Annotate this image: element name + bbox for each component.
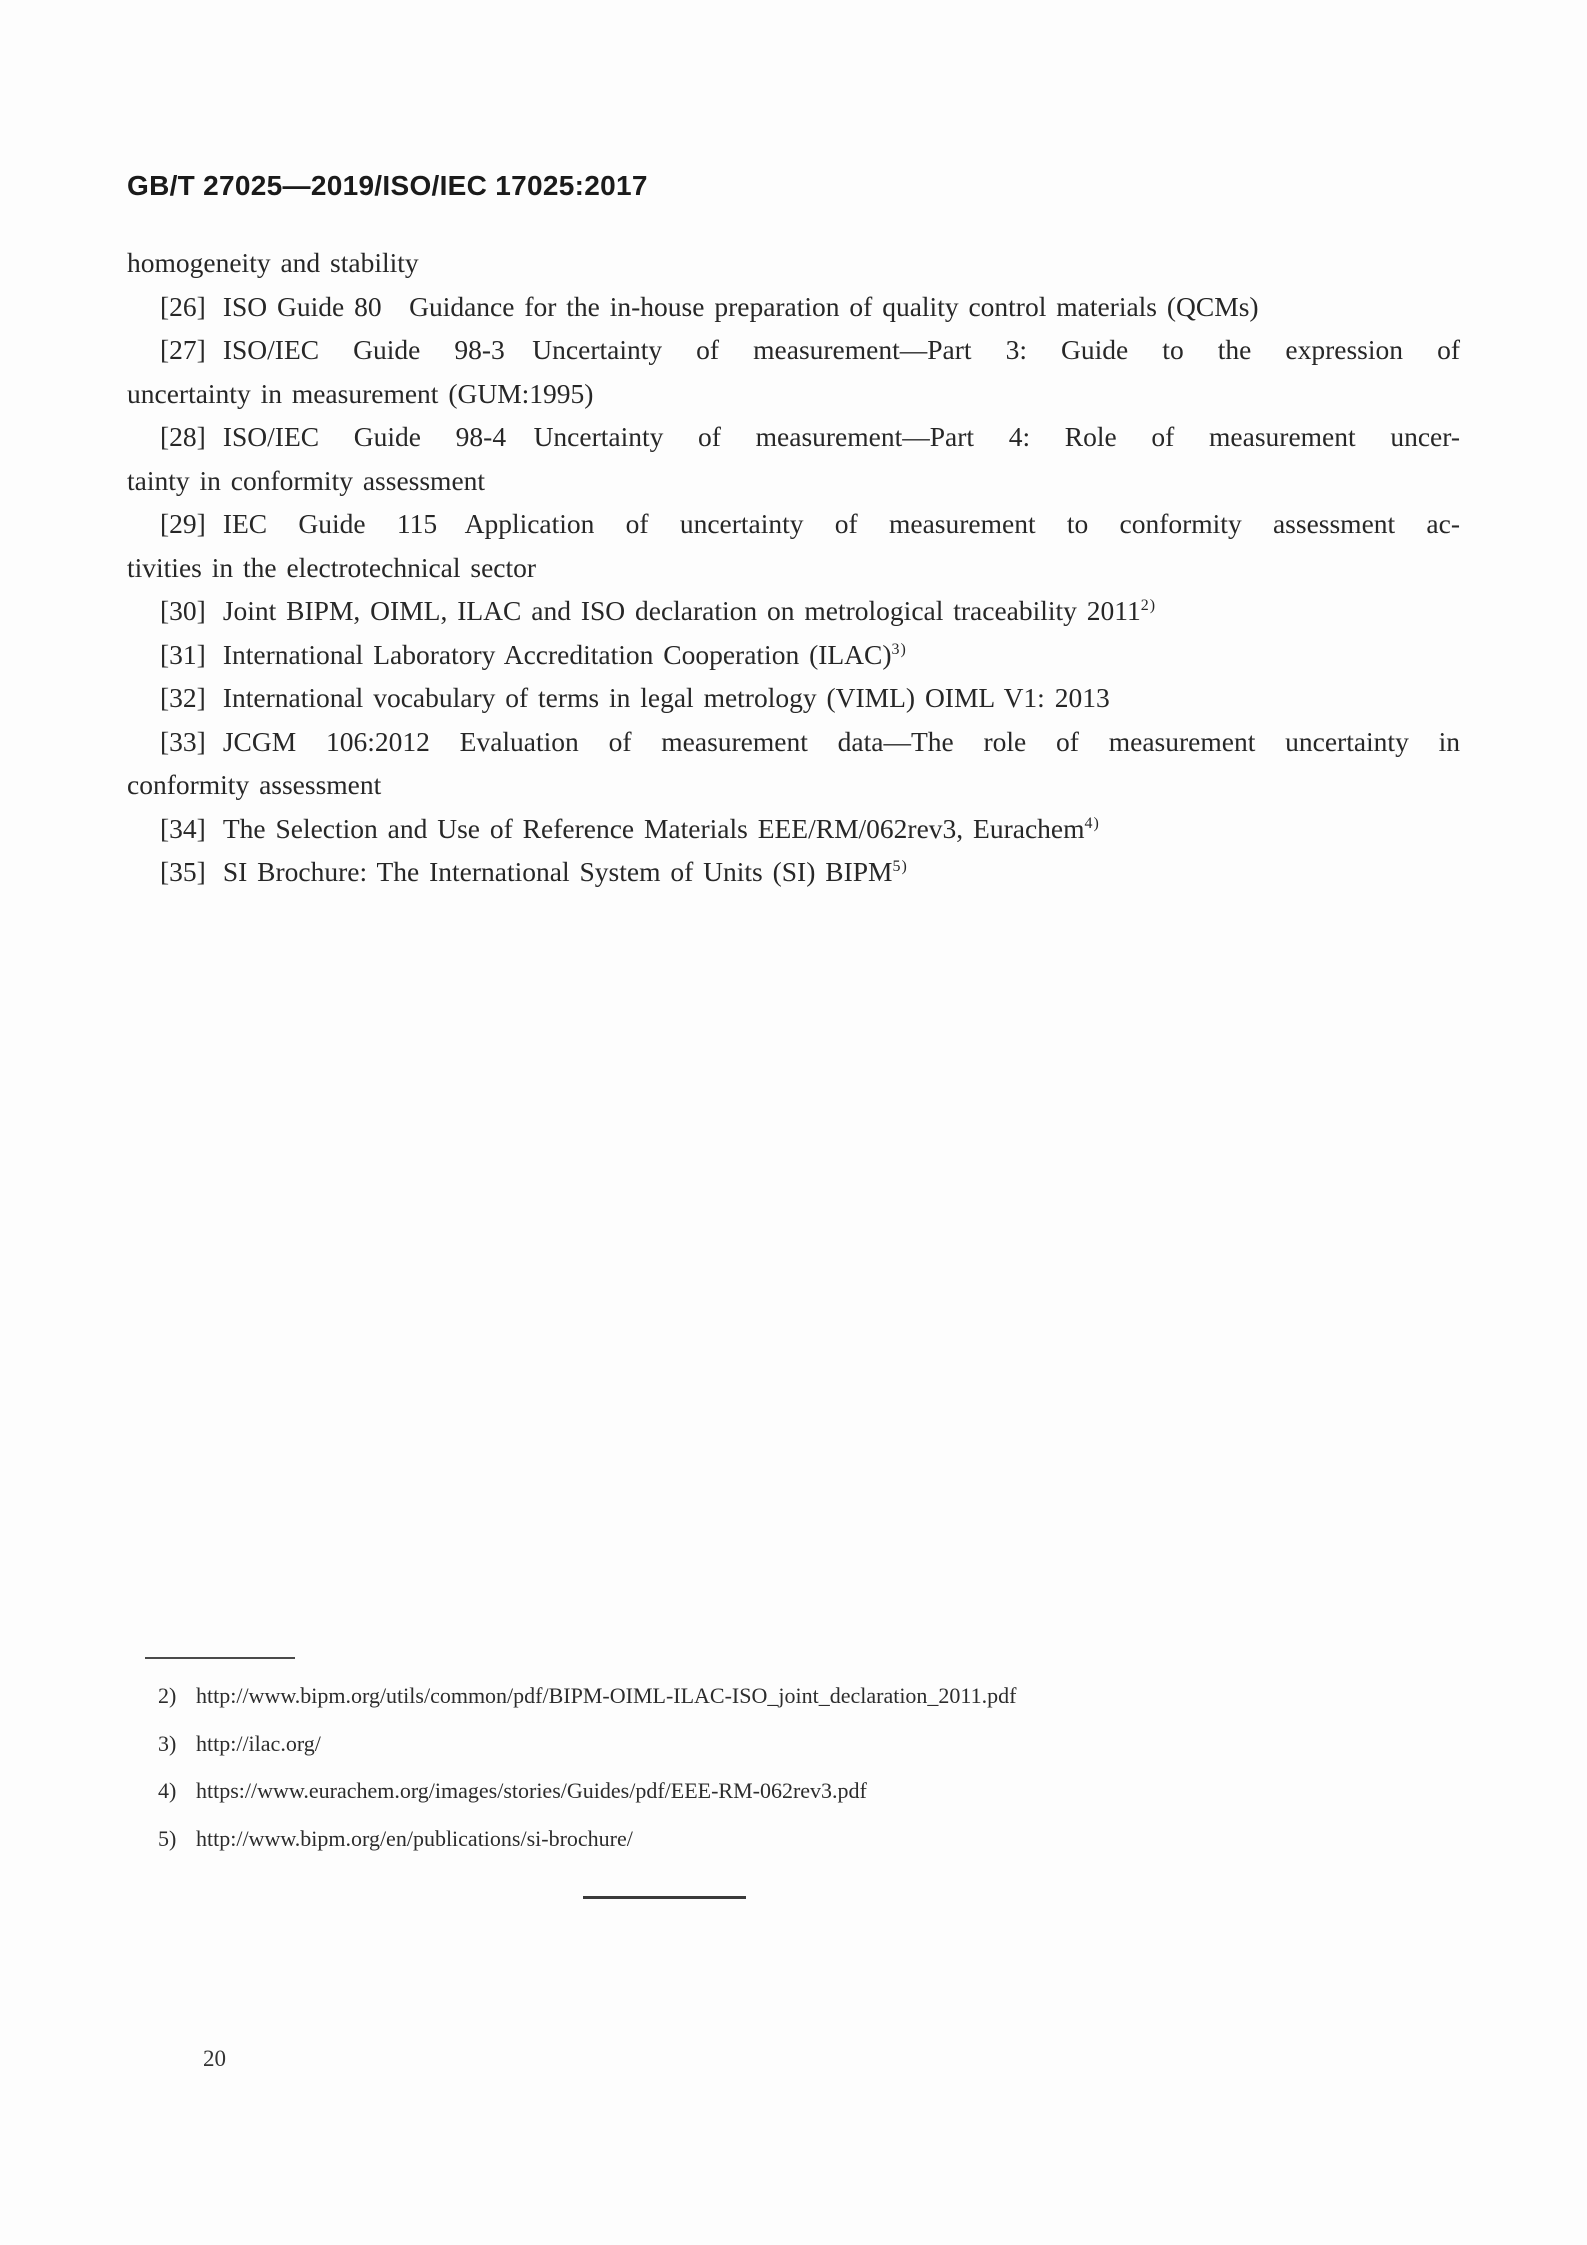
- entry-29-number: [29]: [160, 508, 206, 539]
- bib-entry-26: [127, 285, 1460, 329]
- footnote-5-url: http://www.bipm.org/en/publications/si-brochure/: [196, 1825, 633, 1851]
- entry-33-text: JCGM 106:2012 Evaluation of measurement data—The role of measurement uncertainty in: [222, 725, 1460, 757]
- bib-entry-33-line-2: [127, 763, 1460, 807]
- entry-34-text: The Selection and Use of Reference Materials EEE/RM/062rev3, Eurachem: [222, 812, 1085, 844]
- standard-number-header: GB/T 27025—2019/ISO/IEC 17025:2017: [127, 170, 648, 201]
- bib-entry-29-line-1: [127, 502, 1460, 546]
- footnote-5: [158, 1815, 1408, 1863]
- footnote-2-url: http://www.bipm.org/utils/common/pdf/BIPM-OIML-ILAC-ISO_joint_declaration_2011.pdf: [196, 1683, 1017, 1708]
- footnote-3: [158, 1720, 1408, 1768]
- footnote-5-number: 5): [158, 1825, 177, 1851]
- entry-30-text: Joint BIPM, OIML, ILAC and ISO declaration on metrological traceability 2011: [222, 595, 1141, 626]
- footnote-4: [158, 1767, 1408, 1815]
- entry-34-number: [34]: [160, 812, 206, 844]
- entry-30-number: [30]: [160, 595, 206, 626]
- bib-entry-30: [127, 589, 1460, 633]
- entry-27-text: ISO/IEC Guide 98-3 Uncertainty of measurement—Part 3: Guide to the expression of: [222, 334, 1460, 365]
- entry-32-number: [32]: [160, 682, 206, 713]
- entry-33-number: [33]: [160, 725, 206, 757]
- footnote-3-number: 3): [158, 1730, 177, 1756]
- footnote-ref-3: 3): [891, 640, 907, 658]
- entry-28-text: ISO/IEC Guide 98-4 Uncertainty of measurement—Part 4: Role of measurement uncer-: [222, 421, 1460, 452]
- bib-entry-28-line-2: [127, 459, 1460, 503]
- entry-29-text: IEC Guide 115 Application of uncertainty of measurement to conformity assessment ac-: [222, 508, 1460, 539]
- footnote-4-number: 4): [158, 1778, 177, 1803]
- footnote-ref-2: 2): [1140, 597, 1157, 614]
- bib-entry-27-line-1: [127, 328, 1460, 372]
- entry-35-text: SI Brochure: The International System of Units (SI) BIPM: [222, 856, 893, 887]
- entry-35-number: [35]: [160, 856, 206, 887]
- bib-entry-29-line-2: [127, 546, 1460, 590]
- entry-28-text-continued: tainty in conformity assessment: [127, 464, 486, 496]
- bib-entry-32: [127, 676, 1460, 720]
- footnote-2-number: 2): [158, 1683, 177, 1708]
- continuation-text: homogeneity and stability: [127, 247, 419, 278]
- entry-26-text: ISO Guide 80 Guidance for the in-house preparation of quality control materials (QCMs): [222, 290, 1259, 322]
- continuation-line: [127, 241, 1460, 285]
- bib-entry-31: [127, 633, 1460, 677]
- entry-32-text: International vocabulary of terms in legal metrology (VIML) OIML V1: 2013: [222, 682, 1110, 713]
- entry-27-number: [27]: [160, 334, 206, 365]
- footnotes: [158, 1672, 1408, 1862]
- entry-31-text: International Laboratory Accreditation Cooperation (ILAC): [222, 638, 892, 670]
- entry-26-number: [26]: [160, 290, 206, 322]
- entry-28-number: [28]: [160, 421, 206, 452]
- bib-entry-35: [127, 850, 1460, 894]
- end-of-document-rule: [583, 1896, 746, 1899]
- footnote-ref-5: 5): [892, 858, 908, 875]
- page-number: 20: [203, 2046, 226, 2071]
- entry-27-text-continued: uncertainty in measurement (GUM:1995): [127, 377, 594, 409]
- bib-entry-33-line-1: [127, 720, 1460, 764]
- bib-entry-27-line-2: [127, 372, 1460, 416]
- footnote-separator-rule: [145, 1657, 295, 1659]
- footnote-4-url: https://www.eurachem.org/images/stories/Guides/pdf/EEE-RM-062rev3.pdf: [196, 1778, 867, 1803]
- bib-entry-28-line-1: [127, 415, 1460, 459]
- bibliography: [127, 241, 1460, 894]
- entry-33-text-continued: conformity assessment: [127, 769, 382, 800]
- entry-29-text-continued: tivities in the electrotechnical sector: [127, 551, 537, 583]
- footnote-2: [158, 1672, 1408, 1720]
- footnote-ref-4: 4): [1084, 814, 1100, 832]
- footnote-3-url: http://ilac.org/: [196, 1730, 321, 1756]
- entry-31-number: [31]: [160, 638, 206, 670]
- bib-entry-34: [127, 807, 1460, 851]
